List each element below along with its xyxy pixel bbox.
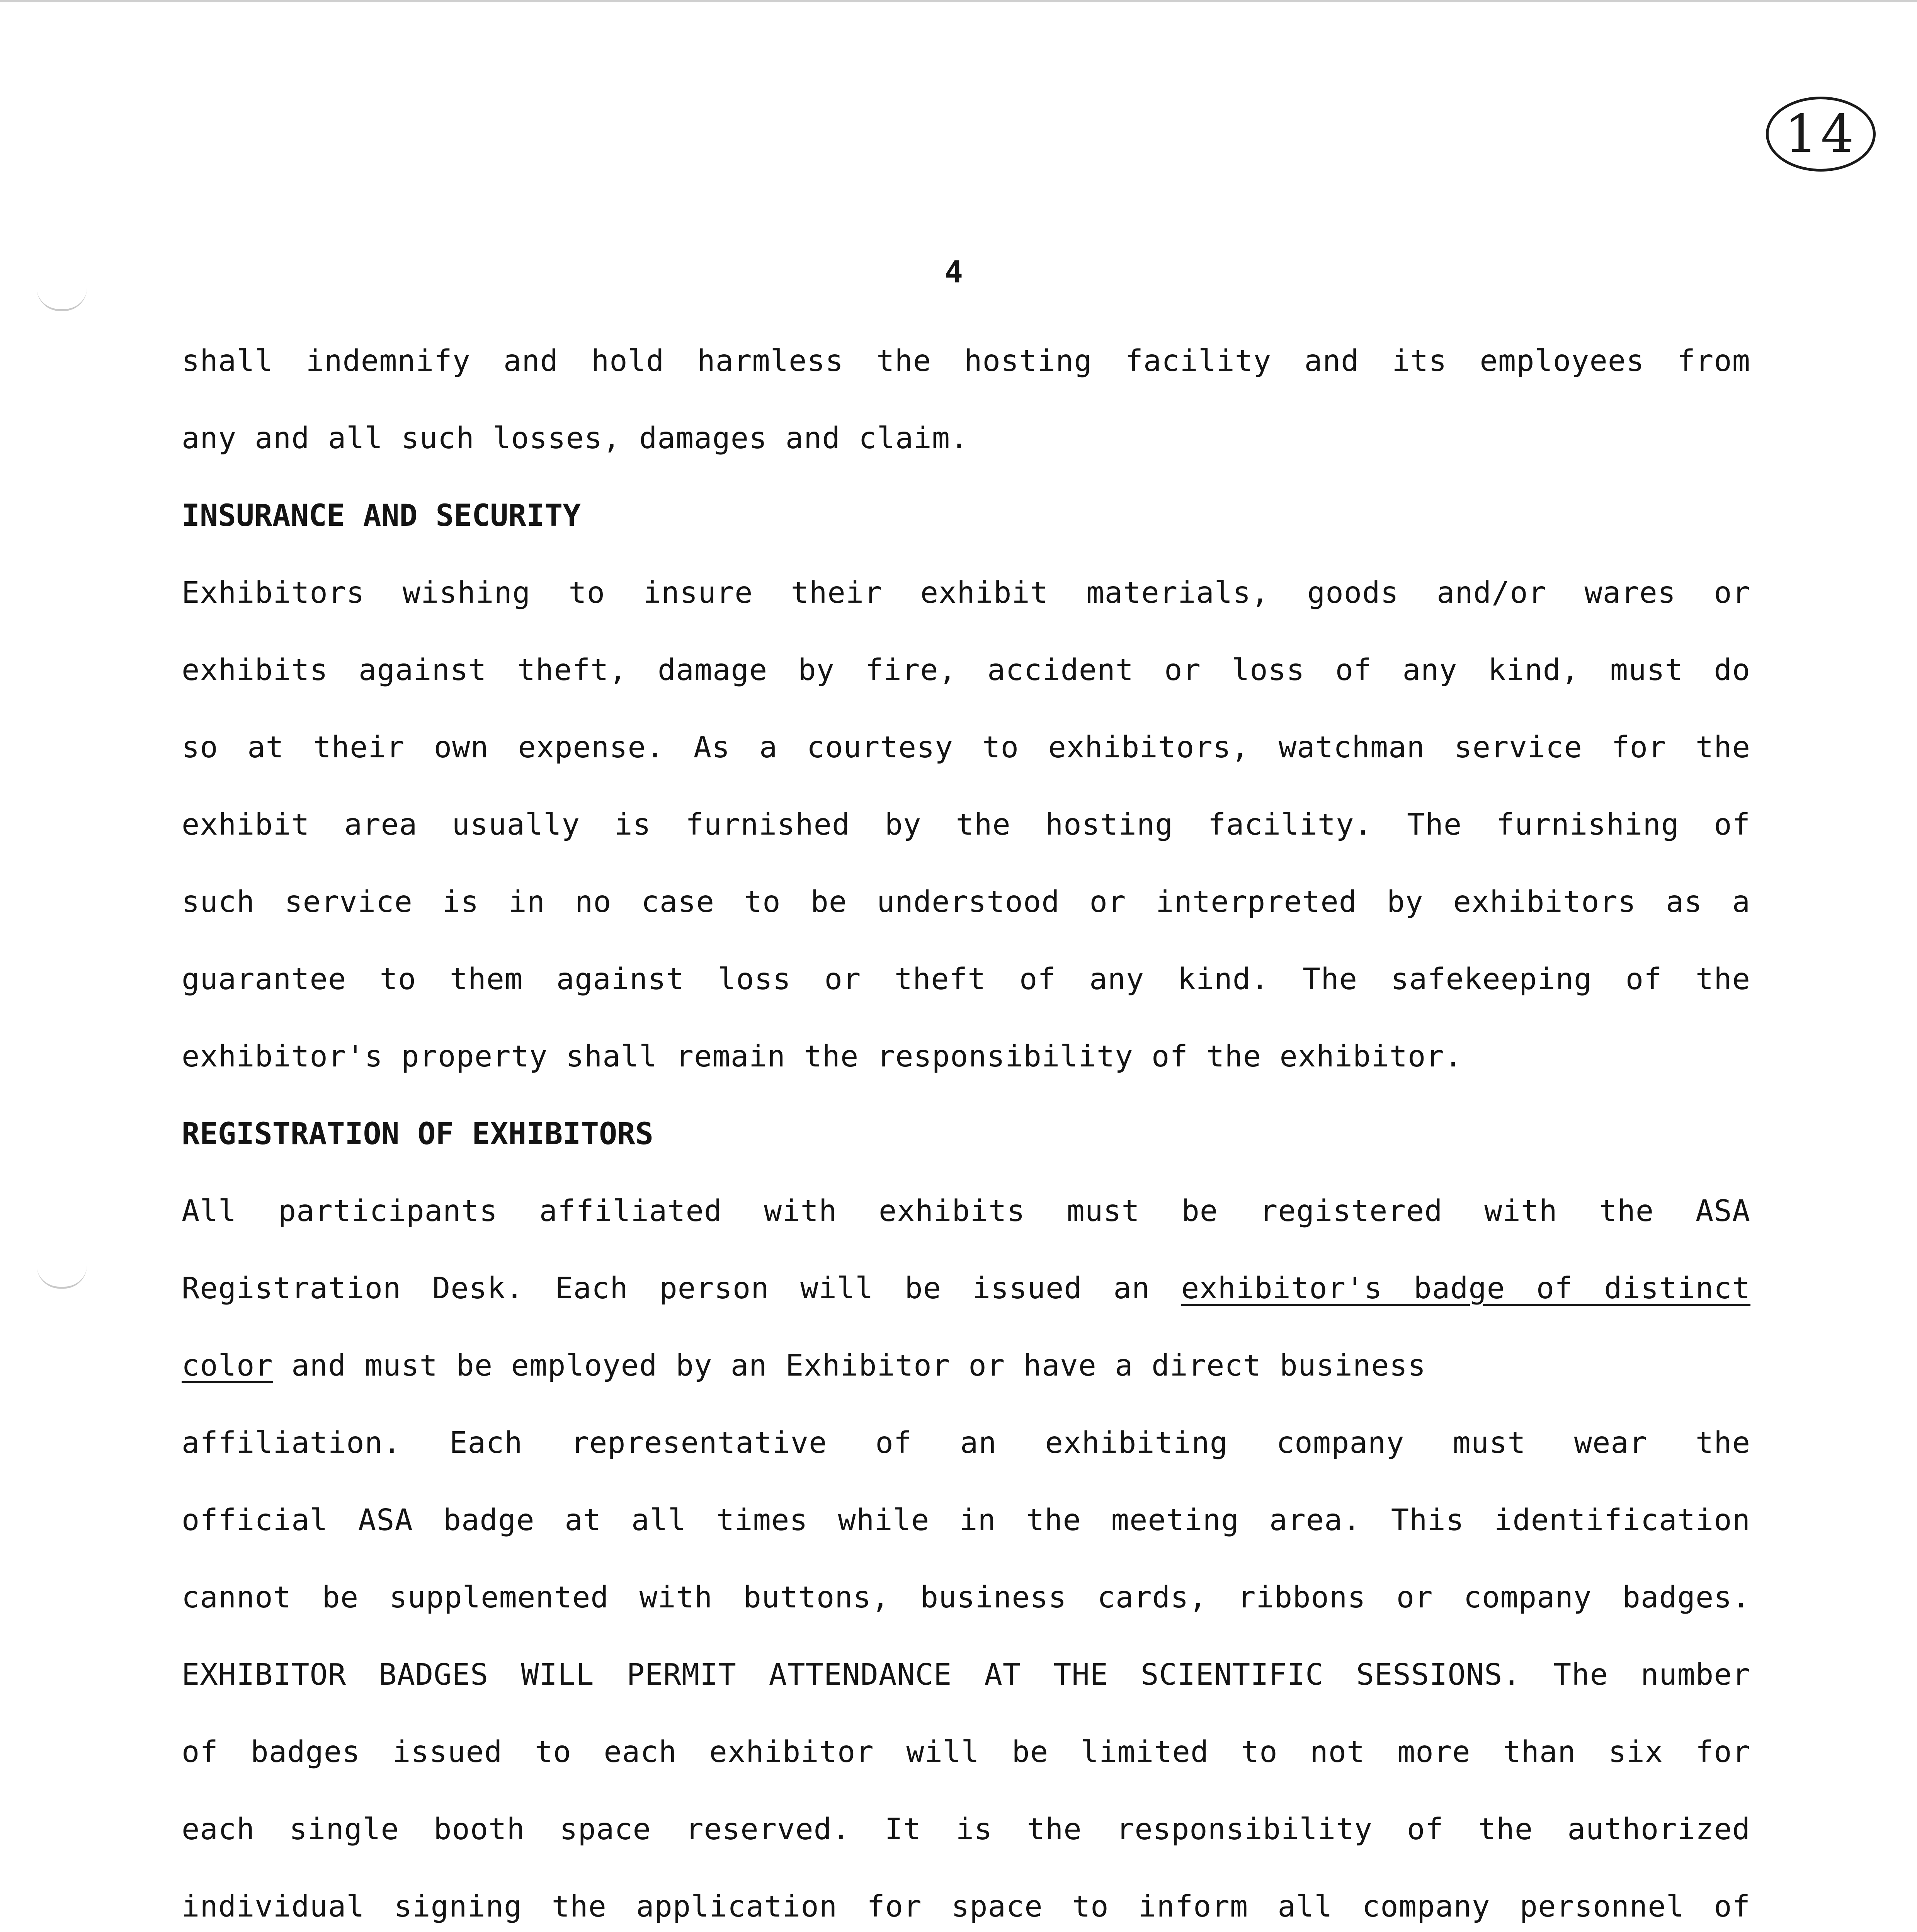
page-number: 4 (945, 255, 963, 290)
body-line: All participants affiliated with exhibits must be registered with the ASA (182, 1194, 1750, 1228)
body-line: cannot be supplemented with buttons, business cards, ribbons or company badges. (182, 1580, 1750, 1615)
body-text: Registration Desk. Each person will be issued an (182, 1271, 1181, 1306)
section-heading-registration: REGISTRATION OF EXHIBITORS (182, 1117, 653, 1151)
body-line: exhibits against theft, damage by fire, accident or loss of any kind, must do (182, 653, 1750, 687)
body-line: of badges issued to each exhibitor will be limited to not more than six for (182, 1735, 1750, 1769)
body-line: affiliation. Each representative of an exhibiting company must wear the (182, 1426, 1750, 1460)
body-line: guarantee to them against loss or theft of any kind. The safekeeping of the (182, 962, 1750, 997)
punch-hole-mark (37, 1264, 87, 1289)
page-top-edge (0, 0, 1917, 2)
underlined-phrase: color (182, 1349, 273, 1383)
body-line: Exhibitors wishing to insure their exhibit materials, goods and/or wares or (182, 576, 1750, 610)
handwritten-page-number: 14 (1766, 97, 1876, 172)
body-line (182, 1327, 1750, 1405)
underlined-phrase: exhibitor's badge of distinct (1181, 1271, 1750, 1306)
body-line: such service is in no case to be understood or interpreted by exhibitors as a (182, 885, 1750, 919)
punch-hole-mark (37, 286, 87, 311)
body-line: exhibit area usually is furnished by the hosting facility. The furnishing of (182, 808, 1750, 842)
body-line: any and all such losses, damages and claim. (182, 421, 969, 456)
body-line: EXHIBITOR BADGES WILL PERMIT ATTENDANCE AT THE SCIENTIFIC SESSIONS. The number (182, 1658, 1750, 1692)
body-line: individual signing the application for space to inform all company personnel of (182, 1889, 1750, 1924)
body-line: exhibitor's property shall remain the responsibility of the exhibitor. (182, 1039, 1463, 1074)
body-line: official ASA badge at all times while in the meeting area. This identification (182, 1503, 1750, 1537)
body-line: shall indemnify and hold harmless the hosting facility and its employees from (182, 344, 1750, 378)
body-line: so at their own expense. As a courtesy to exhibitors, watchman service for the (182, 730, 1750, 765)
body-line: each single booth space reserved. It is the responsibility of the authorized (182, 1812, 1750, 1847)
body-line (182, 1250, 1750, 1327)
section-heading-insurance: INSURANCE AND SECURITY (182, 498, 581, 533)
document-body (182, 323, 1750, 1932)
body-text: and must be employed by an Exhibitor or have a direct business (273, 1349, 1426, 1383)
